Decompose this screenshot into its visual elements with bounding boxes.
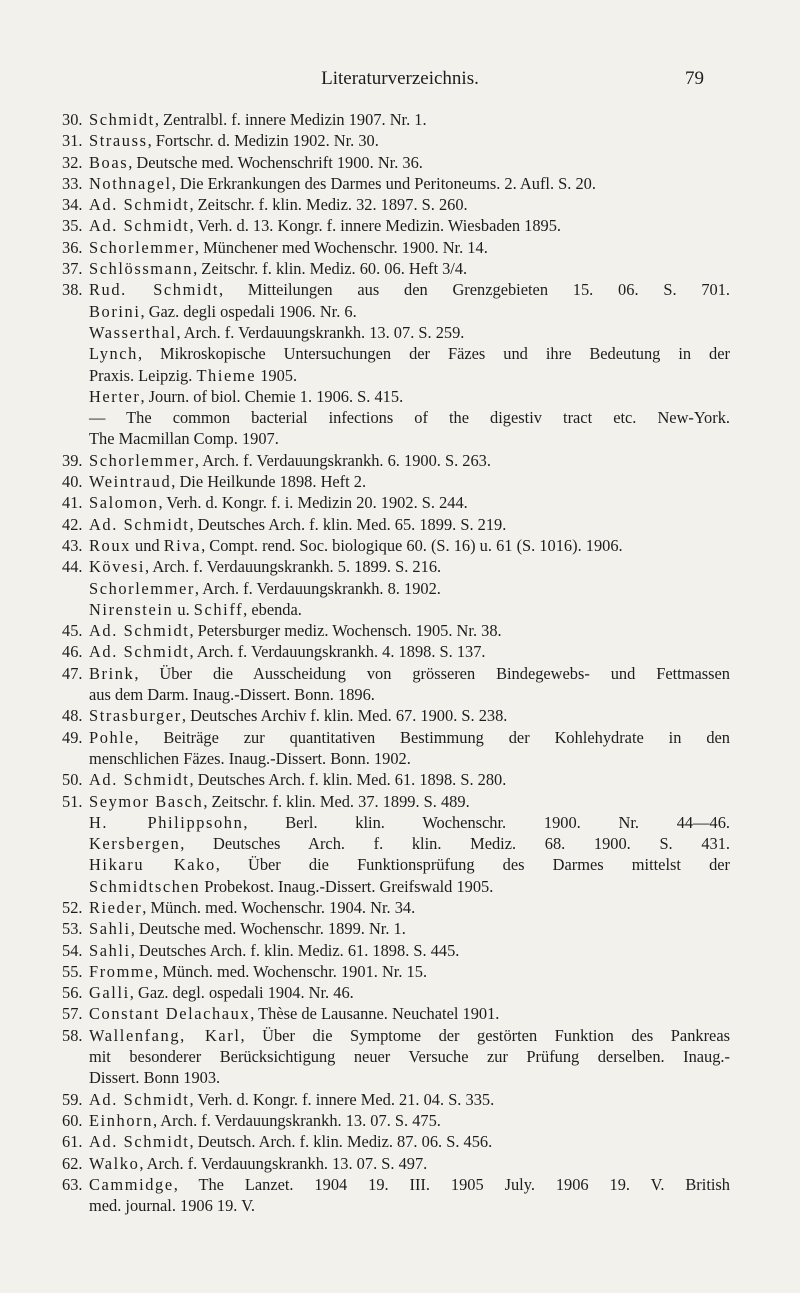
page-number: 79 bbox=[685, 68, 704, 89]
reference-line bbox=[89, 748, 730, 769]
reference-number: 49. bbox=[62, 727, 83, 747]
reference-line bbox=[89, 514, 730, 535]
author-name: Schorlemmer bbox=[89, 450, 195, 470]
reference-line bbox=[89, 940, 730, 961]
reference-text: , Über die Funktionsprüfung des Darmes mittelst der bbox=[215, 855, 731, 875]
reference-line bbox=[89, 279, 730, 300]
reference-line bbox=[89, 471, 730, 492]
reference-line bbox=[89, 173, 730, 194]
reference-text: , Über die Symptome der gestörten Funktion des Pankreas bbox=[240, 1025, 730, 1045]
reference-line bbox=[89, 258, 730, 279]
reference-entry bbox=[62, 769, 730, 790]
reference-line bbox=[89, 365, 730, 386]
reference-entry bbox=[62, 471, 730, 492]
reference-entry bbox=[62, 1174, 730, 1217]
reference-text: , Arch. f. Verdauungskrankh. 13. 07. S. 475. bbox=[153, 1110, 441, 1130]
reference-line bbox=[89, 407, 730, 428]
reference-text: , ebenda. bbox=[243, 599, 302, 619]
reference-number: 38. bbox=[62, 280, 83, 300]
reference-entry bbox=[62, 1131, 730, 1152]
author-name: Ad. Schmidt bbox=[89, 1089, 190, 1109]
author-name: Wasserthal bbox=[89, 322, 177, 342]
author-name: Strauss bbox=[89, 131, 148, 151]
reference-text: menschlichen Fäzes. Inaug.-Dissert. Bonn. 1902. bbox=[89, 748, 411, 768]
reference-entry bbox=[62, 450, 730, 471]
reference-number: 60. bbox=[62, 1110, 83, 1130]
reference-entry bbox=[62, 258, 730, 279]
reference-number: 33. bbox=[62, 173, 83, 193]
reference-text: , Arch. f. Verdauungskrankh. 13. 07. S. 259. bbox=[176, 322, 465, 342]
reference-line bbox=[89, 705, 730, 726]
reference-text: , Münch. med. Wochenschr. 1904. Nr. 34. bbox=[142, 897, 416, 917]
reference-number: 52. bbox=[62, 897, 83, 917]
reference-number: 63. bbox=[62, 1174, 83, 1194]
reference-line bbox=[89, 578, 730, 599]
reference-line bbox=[89, 130, 730, 151]
author-name: Brink bbox=[89, 663, 135, 683]
reference-entry bbox=[62, 109, 730, 130]
reference-line bbox=[89, 535, 730, 556]
reference-number: 62. bbox=[62, 1153, 83, 1173]
author-name: Schiff bbox=[193, 599, 244, 619]
reference-text: , Deutsches Arch. f. klin. Med. 65. 1899. S. 219. bbox=[189, 514, 507, 534]
reference-text: , Die Erkrankungen des Darmes und Peritoneums. 2. Aufl. S. 20. bbox=[171, 173, 596, 193]
reference-text: , Gaz. degl. ospedali 1904. Nr. 46. bbox=[129, 983, 354, 1003]
reference-number: 30. bbox=[62, 110, 83, 129]
reference-line bbox=[89, 769, 730, 790]
reference-line bbox=[89, 1025, 730, 1046]
reference-number: 41. bbox=[62, 493, 83, 513]
reference-number: 37. bbox=[62, 259, 83, 279]
reference-text: , Verh. d. 13. Kongr. f. innere Medizin. Wiesbaden 1895. bbox=[189, 216, 562, 236]
reference-number: 59. bbox=[62, 1089, 83, 1109]
author-name: Schmidt bbox=[89, 110, 155, 129]
reference-line bbox=[89, 620, 730, 641]
reference-line bbox=[89, 343, 730, 364]
reference-line bbox=[89, 854, 730, 875]
reference-line bbox=[89, 982, 730, 1003]
author-name: Thieme bbox=[196, 365, 257, 385]
reference-line bbox=[89, 1110, 730, 1131]
author-name: Salomon bbox=[89, 493, 159, 513]
reference-number: 44. bbox=[62, 557, 83, 577]
reference-line bbox=[89, 428, 730, 449]
reference-text: , Arch. f. Verdauungskrankh. 6. 1900. S. 263. bbox=[194, 450, 491, 470]
reference-line bbox=[89, 876, 730, 897]
reference-entry bbox=[62, 791, 730, 897]
author-name: Ad. Schmidt bbox=[89, 1132, 190, 1152]
reference-entry bbox=[62, 173, 730, 194]
reference-text: , Arch. f. Verdauungskrankh. 5. 1899. S. 216. bbox=[145, 557, 442, 577]
author-name: Einhorn bbox=[89, 1110, 154, 1130]
author-name: Schorlemmer bbox=[89, 237, 195, 257]
reference-line bbox=[89, 1003, 730, 1024]
reference-entry bbox=[62, 215, 730, 236]
author-name: Lynch bbox=[89, 344, 138, 364]
reference-entry bbox=[62, 918, 730, 939]
reference-entry bbox=[62, 152, 730, 173]
reference-text: , Deutsche med. Wochenschr. 1899. Nr. 1. bbox=[130, 919, 406, 939]
author-name: Ad. Schmidt bbox=[89, 770, 190, 790]
author-name: Sahli bbox=[89, 940, 131, 960]
reference-text: , Petersburger mediz. Wochensch. 1905. Nr. 38. bbox=[189, 621, 502, 641]
author-name: Rieder bbox=[89, 897, 143, 917]
reference-text: , Verh. d. Kongr. f. innere Med. 21. 04. S. 335. bbox=[189, 1089, 495, 1109]
author-name: Nothnagel bbox=[89, 173, 172, 193]
reference-entry bbox=[62, 535, 730, 556]
reference-line bbox=[89, 812, 730, 833]
author-name: Galli bbox=[89, 983, 130, 1003]
reference-number: 40. bbox=[62, 472, 83, 492]
reference-text: , Arch. f. Verdauungskrankh. 8. 1902. bbox=[194, 578, 441, 598]
reference-text: , Compt. rend. Soc. biologique 60. (S. 16) u. 61 (S. 1016). 1906. bbox=[201, 535, 623, 555]
reference-number: 57. bbox=[62, 1004, 83, 1024]
reference-text: , Deutsch. Arch. f. klin. Mediz. 87. 06. S. 456. bbox=[189, 1132, 493, 1152]
reference-line bbox=[89, 1046, 730, 1067]
reference-number: 58. bbox=[62, 1025, 83, 1045]
author-name: Fromme bbox=[89, 961, 155, 981]
reference-text: , Mitteilungen aus den Grenzgebieten 15. 06. S. 701. bbox=[219, 280, 731, 300]
reference-text: , Münch. med. Wochenschr. 1901. Nr. 15. bbox=[154, 961, 428, 981]
author-name: Sahli bbox=[89, 919, 131, 939]
reference-text: , Zeitschr. f. klin. Mediz. 60. 06. Heft 3/4. bbox=[193, 259, 468, 279]
reference-line bbox=[89, 556, 730, 577]
reference-line bbox=[89, 684, 730, 705]
reference-entry bbox=[62, 556, 730, 620]
reference-entry bbox=[62, 1089, 730, 1110]
reference-entry bbox=[62, 940, 730, 961]
reference-line bbox=[89, 322, 730, 343]
reference-line bbox=[89, 450, 730, 471]
reference-text: u. bbox=[173, 599, 194, 619]
reference-text: Praxis. Leipzig. bbox=[89, 365, 197, 385]
author-name: Walko bbox=[89, 1153, 140, 1173]
reference-entry bbox=[62, 705, 730, 726]
reference-entry bbox=[62, 279, 730, 449]
reference-text: , Verh. d. Kongr. f. i. Medizin 20. 1902. S. 244. bbox=[158, 493, 468, 513]
reference-text: — The common bacterial infections of the digestiv tract etc. New-York. bbox=[89, 408, 730, 428]
author-name: Constant Delachaux bbox=[89, 1004, 251, 1024]
reference-line bbox=[89, 663, 730, 684]
reference-text: und bbox=[130, 535, 164, 555]
page-header bbox=[0, 68, 800, 94]
reference-text: , Die Heilkunde 1898. Heft 2. bbox=[171, 472, 367, 492]
reference-text: mit besonderer Berücksichtigung neuer Versuche zur Prüfung derselben. Inaug.- bbox=[89, 1047, 730, 1067]
author-name: Schlössmann bbox=[89, 259, 194, 279]
reference-number: 32. bbox=[62, 152, 83, 172]
reference-text: , Deutsche med. Wochenschrift 1900. Nr. 36. bbox=[128, 152, 423, 172]
reference-text: Probekost. Inaug.-Dissert. Greifswald 1905. bbox=[200, 876, 494, 896]
reference-text: , Zentralbl. f. innere Medizin 1907. Nr. 1. bbox=[154, 110, 427, 129]
reference-line bbox=[89, 918, 730, 939]
author-name: Ad. Schmidt bbox=[89, 621, 190, 641]
reference-entry bbox=[62, 961, 730, 982]
author-name: Borini bbox=[89, 301, 141, 321]
reference-text: , Zeitschr. f. klin. Mediz. 32. 1897. S. 260. bbox=[189, 195, 468, 215]
author-name: Kövesi bbox=[89, 557, 146, 577]
reference-entry bbox=[62, 1153, 730, 1174]
reference-entry bbox=[62, 237, 730, 258]
reference-line bbox=[89, 1153, 730, 1174]
reference-line bbox=[89, 492, 730, 513]
reference-number: 46. bbox=[62, 642, 83, 662]
author-name: Wallenfang, Karl bbox=[89, 1025, 241, 1045]
reference-text: , Arch. f. Verdauungskrankh. 4. 1898. S. 137. bbox=[189, 642, 486, 662]
reference-text: , Über die Ausscheidung von grösseren Bindegewebs- und Fettmassen bbox=[134, 663, 730, 683]
reference-entry bbox=[62, 1110, 730, 1131]
reference-line bbox=[89, 791, 730, 812]
reference-entry bbox=[62, 663, 730, 706]
reference-number: 55. bbox=[62, 961, 83, 981]
running-title: Literaturverzeichnis. bbox=[321, 68, 479, 89]
reference-number: 61. bbox=[62, 1132, 83, 1152]
reference-line bbox=[89, 833, 730, 854]
reference-number: 36. bbox=[62, 237, 83, 257]
author-name: Riva bbox=[163, 535, 202, 555]
reference-line bbox=[89, 897, 730, 918]
reference-line bbox=[89, 1067, 730, 1088]
reference-text: , Journ. of biol. Chemie 1. 1906. S. 415. bbox=[140, 386, 404, 406]
reference-text: , Beiträge zur quantitativen Bestimmung der Kohlehydrate in den bbox=[134, 727, 730, 747]
reference-line bbox=[89, 301, 730, 322]
reference-number: 54. bbox=[62, 940, 83, 960]
author-name: Ad. Schmidt bbox=[89, 642, 190, 662]
reference-text: The Macmillan Comp. 1907. bbox=[89, 429, 279, 449]
reference-line bbox=[89, 1174, 730, 1195]
reference-number: 39. bbox=[62, 450, 83, 470]
reference-list bbox=[62, 109, 730, 1216]
reference-number: 50. bbox=[62, 770, 83, 790]
author-name: Rud. Schmidt bbox=[89, 280, 220, 300]
author-name: Ad. Schmidt bbox=[89, 514, 190, 534]
reference-number: 53. bbox=[62, 919, 83, 939]
reference-entry bbox=[62, 130, 730, 151]
reference-entry bbox=[62, 194, 730, 215]
reference-number: 35. bbox=[62, 216, 83, 236]
reference-text: , Fortschr. d. Medizin 1902. Nr. 30. bbox=[147, 131, 379, 151]
reference-text: Dissert. Bonn 1903. bbox=[89, 1068, 221, 1088]
author-name: Strasburger bbox=[89, 706, 182, 726]
reference-number: 47. bbox=[62, 663, 83, 683]
author-name: Cammidge bbox=[89, 1174, 174, 1194]
reference-line bbox=[89, 727, 730, 748]
author-name: Ad. Schmidt bbox=[89, 195, 190, 215]
reference-entry bbox=[62, 1025, 730, 1089]
reference-entry bbox=[62, 620, 730, 641]
reference-number: 42. bbox=[62, 514, 83, 534]
reference-entry bbox=[62, 641, 730, 662]
author-name: Roux bbox=[89, 535, 131, 555]
author-name: Boas bbox=[89, 152, 129, 172]
reference-number: 56. bbox=[62, 983, 83, 1003]
reference-text: , Zeitschr. f. klin. Med. 37. 1899. S. 489. bbox=[203, 791, 470, 811]
reference-line bbox=[89, 961, 730, 982]
reference-entry bbox=[62, 1003, 730, 1024]
reference-text: , Gaz. degli ospedali 1906. Nr. 6. bbox=[140, 301, 357, 321]
reference-text: , Thèse de Lausanne. Neuchatel 1901. bbox=[250, 1004, 500, 1024]
reference-line bbox=[89, 237, 730, 258]
reference-number: 43. bbox=[62, 535, 83, 555]
reference-line bbox=[89, 109, 730, 130]
reference-entry bbox=[62, 897, 730, 918]
reference-number: 51. bbox=[62, 791, 83, 811]
reference-line bbox=[89, 215, 730, 236]
author-name: Kersbergen bbox=[89, 834, 181, 854]
reference-text: , Deutsches Arch. f. klin. Mediz. 68. 1900. S. 431. bbox=[180, 834, 730, 854]
reference-line bbox=[89, 1089, 730, 1110]
author-name: Pohle bbox=[89, 727, 135, 747]
author-name: Schmidtschen bbox=[89, 876, 201, 896]
reference-line bbox=[89, 194, 730, 215]
reference-text: , The Lanzet. 1904 19. III. 1905 July. 1906 19. V. British bbox=[173, 1174, 730, 1194]
author-name: Seymor Basch bbox=[89, 791, 204, 811]
reference-line bbox=[89, 641, 730, 662]
reference-text: , Deutsches Arch. f. klin. Mediz. 61. 1898. S. 445. bbox=[130, 940, 460, 960]
reference-number: 31. bbox=[62, 131, 83, 151]
reference-text: med. journal. 1906 19. V. bbox=[89, 1196, 256, 1216]
author-name: Herter bbox=[89, 386, 141, 406]
author-name: Hikaru Kako bbox=[89, 855, 216, 875]
author-name: Schorlemmer bbox=[89, 578, 195, 598]
reference-text: , Münchener med Wochenschr. 1900. Nr. 14. bbox=[194, 237, 488, 257]
reference-text: , Deutsches Archiv f. klin. Med. 67. 1900. S. 238. bbox=[181, 706, 508, 726]
reference-text: , Mikroskopische Untersuchungen der Fäzes und ihre Bedeutung in der bbox=[137, 344, 730, 364]
reference-line bbox=[89, 599, 730, 620]
author-name: Ad. Schmidt bbox=[89, 216, 190, 236]
author-name: Weintraud bbox=[89, 472, 172, 492]
reference-text: aus dem Darm. Inaug.-Dissert. Bonn. 1896. bbox=[89, 685, 375, 705]
reference-line bbox=[89, 1195, 730, 1216]
reference-text: , Berl. klin. Wochenschr. 1900. Nr. 44—46. bbox=[243, 812, 730, 832]
reference-line bbox=[89, 152, 730, 173]
author-name: Nirenstein bbox=[89, 599, 174, 619]
reference-number: 34. bbox=[62, 195, 83, 215]
reference-number: 45. bbox=[62, 621, 83, 641]
reference-text: , Arch. f. Verdauungskrankh. 13. 07. S. 497. bbox=[139, 1153, 428, 1173]
reference-number: 48. bbox=[62, 706, 83, 726]
reference-text: , Deutsches Arch. f. klin. Med. 61. 1898. S. 280. bbox=[189, 770, 507, 790]
reference-entry bbox=[62, 982, 730, 1003]
reference-line bbox=[89, 1131, 730, 1152]
reference-entry bbox=[62, 492, 730, 513]
author-name: H. Philippsohn bbox=[89, 812, 244, 832]
reference-entry bbox=[62, 514, 730, 535]
reference-line bbox=[89, 386, 730, 407]
reference-entry bbox=[62, 727, 730, 770]
reference-text: 1905. bbox=[256, 365, 298, 385]
